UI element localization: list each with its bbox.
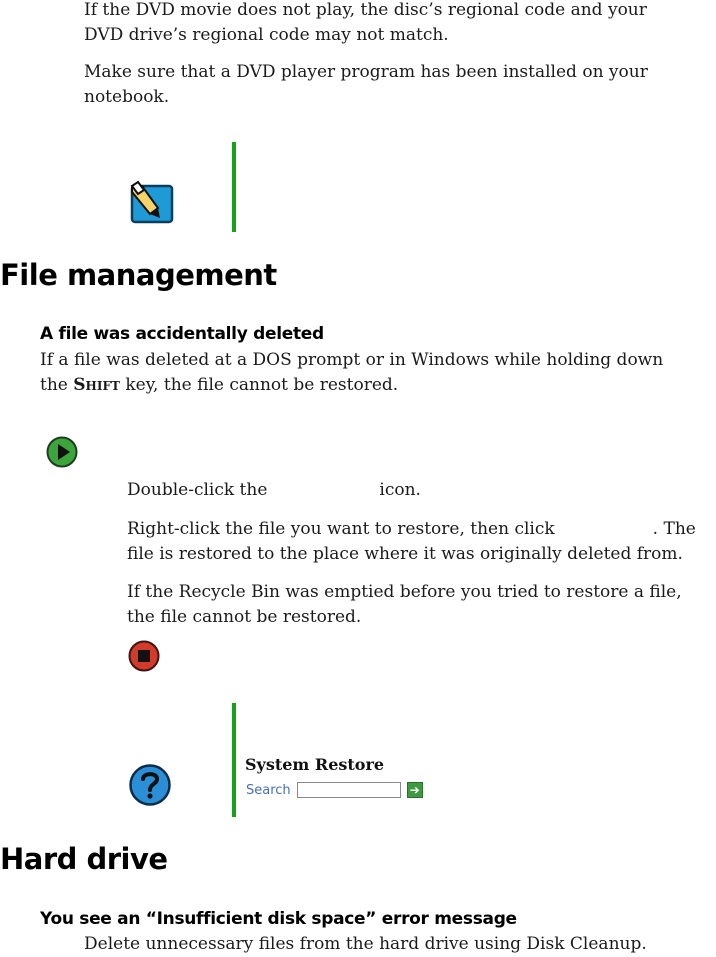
intro-line-2-pre: the (40, 375, 74, 395)
recycle-note-line-2: the file cannot be restored. (127, 607, 362, 627)
disk-cleanup-text: Delete unnecessary files from the hard drive using Disk Cleanup. (84, 934, 647, 954)
dvd-player-line-2: notebook. (84, 87, 170, 107)
system-restore-label: System Restore (245, 755, 385, 774)
intro-line-2-post: key, the file cannot be restored. (119, 375, 399, 395)
question-mark-icon (128, 763, 172, 807)
dvd-region-line-2: DVD drive’s regional code may not match. (84, 25, 449, 45)
tip-divider (232, 142, 236, 232)
step-2-line-2: file is restored to the place where it was originally deleted from. (127, 544, 683, 564)
search-input[interactable] (297, 782, 401, 798)
file-deleted-intro (40, 348, 716, 398)
go-arrow-icon[interactable]: ➔ (407, 782, 423, 798)
step-2 (127, 517, 716, 567)
recycle-note (127, 580, 716, 630)
step-1-pre: Double-click the (127, 480, 268, 500)
intro-line-2 (40, 373, 716, 398)
intro-line-1: If a file was deleted at a DOS prompt or in Windows while holding down (40, 350, 664, 370)
file-deleted-subheading: A file was accidentally deleted (40, 324, 324, 344)
help-search-bar (246, 782, 423, 798)
recycle-note-line-1: If the Recycle Bin was emptied before you tried to restore a file, (127, 582, 682, 602)
stop-icon (128, 640, 160, 672)
help-divider (232, 703, 236, 817)
search-label: Search (246, 782, 291, 798)
dvd-player-paragraph (84, 60, 714, 110)
step-1-post: icon. (379, 480, 421, 500)
shift-key: Shift (73, 375, 120, 395)
disk-space-subheading: You see an “Insufficient disk space” error message (40, 909, 517, 929)
step-2-line-1-post: . The (652, 519, 696, 539)
step-2-line-1-pre: Right-click the file you want to restore, then click (127, 519, 555, 539)
dvd-region-paragraph (84, 0, 714, 48)
dvd-region-line-1: If the DVD movie does not play, the disc’s regional code and your (84, 0, 647, 20)
play-arrow-icon (46, 436, 78, 468)
step-1 (127, 478, 421, 503)
file-management-heading: File management (0, 258, 277, 292)
dvd-player-line-1: Make sure that a DVD player program has been installed on your (84, 62, 648, 82)
pencil-tip-icon (128, 178, 176, 226)
step-2-line-1 (127, 517, 716, 542)
hard-drive-heading: Hard drive (0, 842, 168, 876)
